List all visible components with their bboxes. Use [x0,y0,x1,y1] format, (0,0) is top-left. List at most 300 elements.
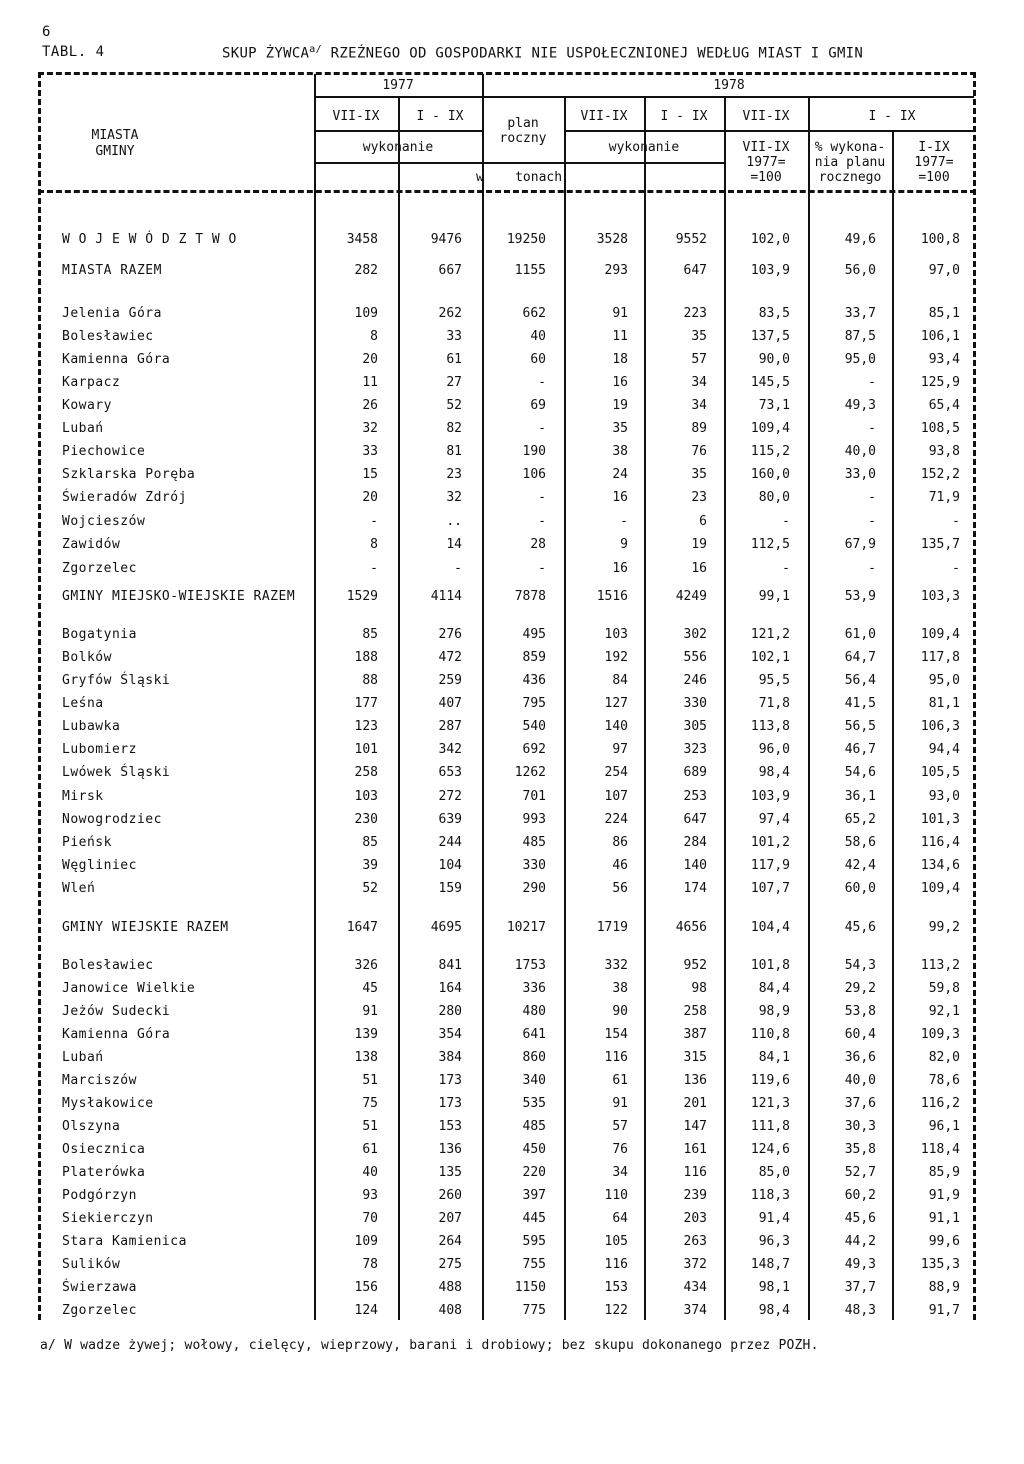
table-cell: 315 [683,1050,707,1065]
table-cell: 124,6 [750,1142,790,1157]
table-cell: 246 [683,673,707,688]
table-cell: 259 [438,673,462,688]
table-cell: 20 [362,490,378,505]
header-ratio-plan: % wykona- nia planu rocznego [814,140,886,185]
table-cell: 639 [438,812,462,827]
table-cell: 103 [354,789,378,804]
table-cell: 3458 [346,232,378,247]
row-label: Mysłakowice [62,1096,154,1111]
table-cell: 305 [683,719,707,734]
table-cell: 701 [522,789,546,804]
table-cell: 87,5 [844,329,876,344]
table-cell: 88,9 [928,1280,960,1295]
table-cell: 73,1 [758,398,790,413]
table-cell: 29,2 [844,981,876,996]
table-cell: 326 [354,958,378,973]
table-cell: 1516 [596,589,628,604]
table-cell: 23 [691,490,707,505]
table-cell: 40,0 [844,444,876,459]
table-cell: 51 [362,1073,378,1088]
table-cell: 293 [604,263,628,278]
table-cell: 56 [612,881,628,896]
title-rest: RZEŹNEGO OD GOSPODARKI NIE USPOŁECZNIONEJ WEDŁUG MIAST I GMIN [321,45,864,62]
table-cell: 173 [438,1073,462,1088]
rule-wykonanie [314,162,724,164]
row-label: Kamienna Góra [62,352,171,367]
table-cell: 287 [438,719,462,734]
table-cell: 260 [438,1188,462,1203]
table-cell: 173 [438,1096,462,1111]
table-cell: 91 [612,1096,628,1111]
table-cell: 16 [612,561,628,576]
table-cell: 153 [604,1280,628,1295]
row-label: Świeradów Zdrój [62,490,187,505]
table-cell: 9 [620,537,628,552]
table-cell: 28 [530,537,546,552]
table-cell: 70 [362,1211,378,1226]
table-cell: 93,8 [928,444,960,459]
table-cell: 99,6 [928,1234,960,1249]
table-cell: 100,8 [920,232,960,247]
table-cell: 46,7 [844,742,876,757]
table-cell: - [782,561,790,576]
footnote-mark: a/ [40,1338,57,1353]
table-cell: 37,7 [844,1280,876,1295]
table-cell: 94,4 [928,742,960,757]
table-cell: 177 [354,696,378,711]
table-cell: 445 [522,1211,546,1226]
table-cell: 116 [604,1050,628,1065]
table-cell: 692 [522,742,546,757]
row-label: Jelenia Góra [62,306,162,321]
table-cell: 102,0 [750,232,790,247]
table-cell: - [620,514,628,529]
table-cell: 52,7 [844,1165,876,1180]
row-label: Zgorzelec [62,1303,137,1318]
table-cell: 284 [683,835,707,850]
table-cell: 85,1 [928,306,960,321]
table-cell: 330 [522,858,546,873]
table-cell: 119,6 [750,1073,790,1088]
table-cell: 103 [604,627,628,642]
table-cell: 34 [612,1165,628,1180]
table-cell: 203 [683,1211,707,1226]
title-footnote-mark: a/ [309,44,322,55]
table-cell: 95,0 [928,673,960,688]
table-cell: 64 [612,1211,628,1226]
table-cell: 65,2 [844,812,876,827]
table-cell: 34 [691,375,707,390]
table-cell: - [868,375,876,390]
table-cell: 85,0 [758,1165,790,1180]
table-cell: 103,9 [750,263,790,278]
row-label: Janowice Wielkie [62,981,196,996]
table-cell: - [952,514,960,529]
table-cell: 56,4 [844,673,876,688]
table-cell: 147 [683,1119,707,1134]
table-cell: 952 [683,958,707,973]
table-cell: 24 [612,467,628,482]
table-cell: 109,3 [920,1027,960,1042]
row-label: GMINY WIEJSKIE RAZEM [62,920,229,935]
table-cell: 136 [683,1073,707,1088]
table-cell: - [538,490,546,505]
table-cell: 161 [683,1142,707,1157]
row-label: Leśna [62,696,104,711]
table-cell: 19 [691,537,707,552]
table-cell: 641 [522,1027,546,1042]
table-cell: 61 [362,1142,378,1157]
table-cell: 91 [362,1004,378,1019]
row-label: MIASTA RAZEM [62,263,162,278]
table-cell: 323 [683,742,707,757]
header-bottom-rule [38,190,976,193]
row-label: Lubomierz [62,742,137,757]
table-cell: 99,1 [758,589,790,604]
table-cell: 109 [354,1234,378,1249]
row-label: Gryfów Śląski [62,673,171,688]
table-cell: 258 [683,1004,707,1019]
table-cell: 1529 [346,589,378,604]
table-cell: - [782,514,790,529]
table-cell: .. [446,514,462,529]
table-cell: 56,5 [844,719,876,734]
table-cell: 540 [522,719,546,734]
table-cell: 336 [522,981,546,996]
table-cell: 53,8 [844,1004,876,1019]
table-cell: 8 [370,329,378,344]
table-cell: 9476 [430,232,462,247]
table-cell: 58,6 [844,835,876,850]
table-cell: 96,0 [758,742,790,757]
row-label: Świerzawa [62,1280,137,1295]
table-cell: 408 [438,1303,462,1318]
table-cell: 116 [683,1165,707,1180]
table-cell: 57 [612,1119,628,1134]
table-cell: 103,9 [750,789,790,804]
table-cell: 54,6 [844,765,876,780]
table-cell: 156 [354,1280,378,1295]
row-label: Podgórzyn [62,1188,137,1203]
row-label: Szklarska Poręba [62,467,196,482]
table-cell: 45,6 [844,1211,876,1226]
header-1978-i-ix: I - IX [660,109,708,124]
table-cell: 54,3 [844,958,876,973]
table-cell: 244 [438,835,462,850]
table-cell: 64,7 [844,650,876,665]
table-cell: 207 [438,1211,462,1226]
table-cell: 88 [362,673,378,688]
header-1978-vii-ix: VII-IX [580,109,628,124]
table-cell: 11 [612,329,628,344]
table-cell: 105,5 [920,765,960,780]
table-cell: 397 [522,1188,546,1203]
table-cell: - [868,514,876,529]
table-cell: 23 [446,467,462,482]
table-cell: - [538,375,546,390]
footnote-text: W wadze żywej; wołowy, cielęcy, wieprzowy, barani i drobiowy; bez skupu dokonanego przez POZH. [56,1338,819,1353]
table-cell: 32 [362,421,378,436]
table-cell: 372 [683,1257,707,1272]
table-cell: - [370,561,378,576]
table-cell: 118,3 [750,1188,790,1203]
table-cell: 95,5 [758,673,790,688]
row-label: Węgliniec [62,858,137,873]
table-cell: 52 [362,881,378,896]
table-cell: 82,0 [928,1050,960,1065]
table-cell: 535 [522,1096,546,1111]
row-label: Zawidów [62,537,121,552]
table-cell: 84,1 [758,1050,790,1065]
row-label: Kamienna Góra [62,1027,171,1042]
table-cell: 164 [438,981,462,996]
table-cell: 224 [604,812,628,827]
table-cell: 18 [612,352,628,367]
table-cell: 91 [612,306,628,321]
table-cell: 96,1 [928,1119,960,1134]
table-cell: 78,6 [928,1073,960,1088]
table-cell: 93 [362,1188,378,1203]
table-cell: 8 [370,537,378,552]
table-cell: 36,1 [844,789,876,804]
table-cell: 91,1 [928,1211,960,1226]
table-cell: 49,3 [844,1257,876,1272]
row-label: Platerówka [62,1165,146,1180]
table-cell: 109,4 [920,627,960,642]
table-cell: 775 [522,1303,546,1318]
table-cell: - [454,561,462,576]
table-cell: 662 [522,306,546,321]
table-cell: 56,0 [844,263,876,278]
table-cell: 253 [683,789,707,804]
table-cell: 103,3 [920,589,960,604]
table-cell: 90 [612,1004,628,1019]
table-cell: 354 [438,1027,462,1042]
table-cell: 60,4 [844,1027,876,1042]
table-cell: 127 [604,696,628,711]
table-cell: 61 [612,1073,628,1088]
table-cell: 106,3 [920,719,960,734]
table-cell: 647 [683,263,707,278]
table-cell: 387 [683,1027,707,1042]
header-ratio-vii-ix: VII-IX 1977= =100 [742,140,790,185]
table-cell: 98 [691,981,707,996]
table-cell: 76 [691,444,707,459]
row-label: Bolków [62,650,112,665]
table-cell: 159 [438,881,462,896]
table-cell: 254 [604,765,628,780]
table-cell: 99,2 [928,920,960,935]
table-cell: 84,4 [758,981,790,996]
table-cell: 52 [446,398,462,413]
table-cell: 93,0 [928,789,960,804]
table-cell: 101,3 [920,812,960,827]
row-label: Lubań [62,1050,104,1065]
table-cell: 67,9 [844,537,876,552]
header-plan-roczny: plan roczny [499,116,547,146]
table-cell: 30,3 [844,1119,876,1134]
row-label: Osiecznica [62,1142,146,1157]
table-cell: 101,8 [750,958,790,973]
header-wykonanie-1977: wykonanie [362,140,434,155]
table-cell: 145,5 [750,375,790,390]
row-label: Bolesławiec [62,958,154,973]
table-cell: 49,3 [844,398,876,413]
table-label: TABL. 4 [42,44,105,60]
table-cell: 860 [522,1050,546,1065]
table-cell: 436 [522,673,546,688]
table-cell: 107 [604,789,628,804]
table-cell: 223 [683,306,707,321]
table-cell: 123 [354,719,378,734]
table-cell: 75 [362,1096,378,1111]
table-cell: 667 [438,263,462,278]
table-cell: 38 [612,444,628,459]
table-cell: 140 [683,858,707,873]
row-label: Nowogrodziec [62,812,162,827]
title-main: SKUP ŻYWCA [222,45,310,62]
row-label: Jeżów Sudecki [62,1004,171,1019]
table-cell: 38 [612,981,628,996]
table-cell: 138 [354,1050,378,1065]
table-cell: 116 [604,1257,628,1272]
table-cell: 488 [438,1280,462,1295]
table-cell: 71,8 [758,696,790,711]
table-cell: 190 [522,444,546,459]
table-cell: 98,4 [758,765,790,780]
table-cell: 647 [683,812,707,827]
table-cell: 91,9 [928,1188,960,1203]
table-cell: 112,5 [750,537,790,552]
table-cell: 35 [691,329,707,344]
table-cell: 45 [362,981,378,996]
table-cell: 263 [683,1234,707,1249]
table-cell: 84 [612,673,628,688]
table-cell: 139 [354,1027,378,1042]
table-cell: 60,2 [844,1188,876,1203]
table-cell: 33 [362,444,378,459]
table-cell: 45,6 [844,920,876,935]
table-cell: - [538,421,546,436]
table-cell: 1150 [514,1280,546,1295]
table-cell: 340 [522,1073,546,1088]
table-cell: 124 [354,1303,378,1318]
table-cell: 26 [362,398,378,413]
header-stub: MIASTA GMINY [91,128,139,159]
table-cell: 689 [683,765,707,780]
table-cell: 4695 [430,920,462,935]
table-cell: 384 [438,1050,462,1065]
table-cell: 91,4 [758,1211,790,1226]
table-cell: 93,4 [928,352,960,367]
table-cell: - [868,490,876,505]
table-cell: 9552 [675,232,707,247]
table-cell: 98,4 [758,1303,790,1318]
table-cell: 275 [438,1257,462,1272]
row-label: Stara Kamienica [62,1234,187,1249]
table-cell: 40,0 [844,1073,876,1088]
table-cell: 19250 [506,232,546,247]
table-cell: 65,4 [928,398,960,413]
table-cell: 81,1 [928,696,960,711]
row-label: GMINY MIEJSKO-WIEJSKIE RAZEM [62,589,296,604]
table-cell: 450 [522,1142,546,1157]
table-cell: 140 [604,719,628,734]
table-cell: 302 [683,627,707,642]
header-1977-i-ix: I - IX [416,109,464,124]
footnote [40,1338,819,1353]
table-cell: 472 [438,650,462,665]
table-cell: 106,1 [920,329,960,344]
table-cell: 71,9 [928,490,960,505]
table-cell: 1262 [514,765,546,780]
table-cell: 37,6 [844,1096,876,1111]
table-cell: 111,8 [750,1119,790,1134]
table-cell: 407 [438,696,462,711]
table-cell: 201 [683,1096,707,1111]
table-cell: 7878 [514,589,546,604]
row-label: Siekierczyn [62,1211,154,1226]
table-cell: 91,7 [928,1303,960,1318]
row-label: Kowary [62,398,112,413]
header-ratio-i-ix: I-IX 1977= =100 [914,140,954,185]
table-cell: 16 [612,490,628,505]
table-title [222,44,863,62]
header-index-i-ix: I - IX [868,109,916,124]
table-cell: 188 [354,650,378,665]
table-cell: 95,0 [844,352,876,367]
table-cell: 480 [522,1004,546,1019]
table-cell: - [538,561,546,576]
table-cell: 61 [446,352,462,367]
row-label: Bogatynia [62,627,137,642]
table-cell: 107,7 [750,881,790,896]
table-cell: 42,4 [844,858,876,873]
table-cell: 61,0 [844,627,876,642]
table-cell: 220 [522,1165,546,1180]
row-label: Mirsk [62,789,104,804]
table-cell: 258 [354,765,378,780]
table-cell: 76 [612,1142,628,1157]
table-cell: 795 [522,696,546,711]
row-label: Sulików [62,1257,121,1272]
table-cell: 69 [530,398,546,413]
table-cell: 993 [522,812,546,827]
table-cell: 1719 [596,920,628,935]
row-label: Bolesławiec [62,329,154,344]
table-cell: 134,6 [920,858,960,873]
row-label: W O J E W Ó D Z T W O [62,232,237,247]
table-cell: 330 [683,696,707,711]
table-cell: 11 [362,375,378,390]
table-cell: 89 [691,421,707,436]
row-label: Wojcieszów [62,514,146,529]
table-cell: 80,0 [758,490,790,505]
table-cell: 495 [522,627,546,642]
table-cell: 86 [612,835,628,850]
table-cell: 33,0 [844,467,876,482]
row-label: Lubań [62,421,104,436]
table-cell: 118,4 [920,1142,960,1157]
table-cell: 109 [354,306,378,321]
table-cell: 115,2 [750,444,790,459]
table-cell: 10217 [506,920,546,935]
table-cell: 122 [604,1303,628,1318]
table-cell: 48,3 [844,1303,876,1318]
table-cell: 60,0 [844,881,876,896]
row-label: Piechowice [62,444,146,459]
table-cell: 859 [522,650,546,665]
